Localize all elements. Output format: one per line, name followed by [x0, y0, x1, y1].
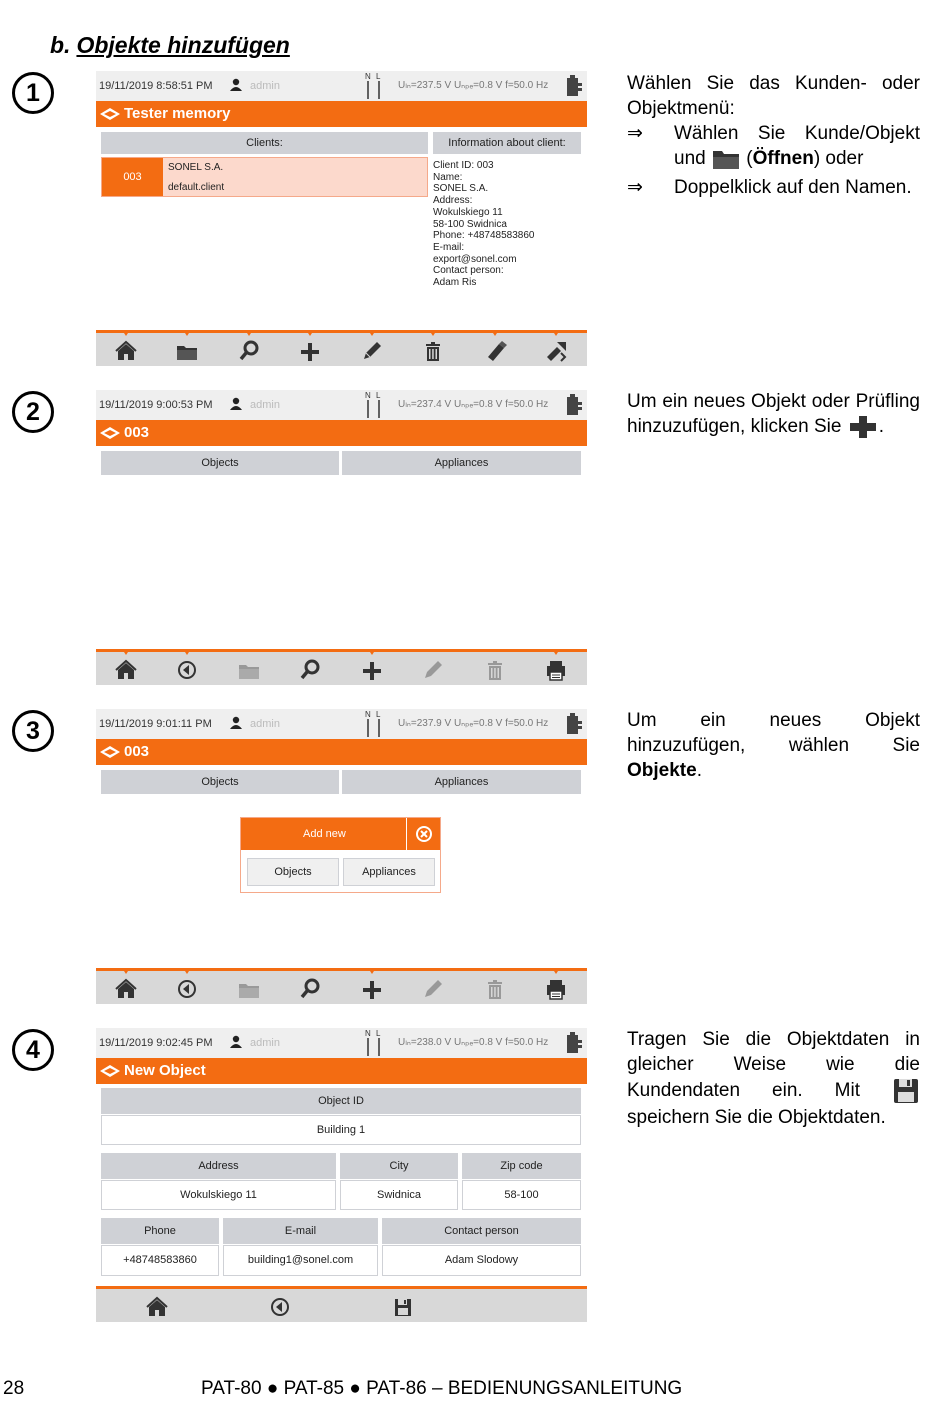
- step-number-4: 4: [12, 1029, 54, 1071]
- plug-icon: [564, 393, 584, 417]
- step-1-item-2: [627, 175, 920, 200]
- toolbar: [96, 649, 587, 685]
- step-2-text: Um ein neues Objekt oder Prüfling hinzuzufügen, klicken Sie: [627, 391, 920, 438]
- section-heading: [50, 32, 290, 59]
- folder-icon[interactable]: [231, 654, 267, 686]
- edit-icon[interactable]: [415, 973, 451, 1005]
- sonel-logo-icon: [98, 744, 122, 760]
- svg-text:N: N: [365, 1029, 371, 1038]
- svg-text:L: L: [376, 1029, 381, 1038]
- screen-title: New Object: [124, 1062, 206, 1079]
- address-label: Address: [101, 1153, 336, 1179]
- screen-step-2: [96, 390, 587, 685]
- info-line: Wokulskiego 11: [433, 206, 503, 218]
- object-id-label: Object ID: [101, 1088, 581, 1114]
- svg-text:L: L: [376, 72, 381, 81]
- export-icon[interactable]: [538, 335, 574, 367]
- tab-appliances[interactable]: Appliances: [342, 770, 581, 794]
- svg-text:L: L: [376, 391, 381, 400]
- back-icon[interactable]: [262, 1291, 298, 1323]
- status-measurement: Uₗₙ=237.4 V Uₙₚₑ=0.8 V f=50.0 Hz: [398, 399, 549, 410]
- page-number: 28: [3, 1378, 25, 1399]
- screen-title: 003: [124, 424, 150, 441]
- search-icon[interactable]: [292, 654, 328, 686]
- step-1-item-1-text: Wählen Sie Kunde/Objekt und: [674, 123, 920, 169]
- email-field[interactable]: building1@sonel.com: [223, 1245, 378, 1276]
- info-line: E-mail:: [433, 241, 465, 253]
- trash-icon[interactable]: [415, 335, 451, 367]
- nl-indicator-icon: [364, 1028, 384, 1058]
- step-number-2: 2: [12, 391, 54, 433]
- status-user: admin: [250, 80, 280, 92]
- plus-icon[interactable]: [354, 654, 390, 686]
- zip-field[interactable]: 58-100: [462, 1180, 581, 1210]
- home-icon[interactable]: [139, 1291, 175, 1323]
- search-icon[interactable]: [231, 335, 267, 367]
- step-1-description: [627, 71, 920, 200]
- svg-text:N: N: [365, 710, 371, 719]
- step-1-intro: Wählen Sie das Kunden- oder Objektmenü:: [627, 73, 920, 119]
- home-icon[interactable]: [108, 973, 144, 1005]
- status-measurement: Uₗₙ=238.0 V Uₙₚₑ=0.8 V f=50.0 Hz: [398, 1037, 549, 1048]
- nl-indicator-icon: [364, 709, 384, 739]
- svg-text:N: N: [365, 391, 371, 400]
- city-label: City: [340, 1153, 458, 1179]
- open-folder-icon: [711, 147, 741, 171]
- status-time: 19/11/2019 9:02:45 PM: [99, 1037, 213, 1049]
- client-sub: default.client: [168, 182, 225, 193]
- save-icon: [892, 1077, 920, 1105]
- info-line: Name:: [433, 171, 463, 183]
- title-bar: [96, 739, 587, 765]
- client-info: [433, 160, 535, 289]
- status-time: 19/11/2019 9:01:11 PM: [99, 718, 212, 730]
- tab-appliances[interactable]: Appliances: [342, 451, 581, 475]
- contact-field[interactable]: Adam Slodowy: [382, 1245, 581, 1276]
- info-line: SONEL S.A.: [433, 183, 489, 195]
- step-3-text: Um ein neues Objekt hinzuzufügen, wählen Sie: [627, 710, 920, 756]
- folder-icon[interactable]: [169, 335, 205, 367]
- nl-indicator-icon: [364, 390, 384, 420]
- step-number-1: 1: [12, 72, 54, 114]
- status-bar: [96, 709, 587, 739]
- phone-field[interactable]: +48748583860: [101, 1245, 219, 1276]
- screen-title: Tester memory: [124, 105, 231, 122]
- svg-text:N: N: [365, 72, 371, 81]
- user-icon: [229, 716, 243, 730]
- zip-label: Zip code: [462, 1153, 581, 1179]
- screen-step-4: [96, 1028, 587, 1322]
- title-bar: [96, 1058, 587, 1084]
- tab-objects[interactable]: Objects: [101, 770, 339, 794]
- info-line: export@sonel.com: [433, 253, 517, 265]
- dialog-option-appliances[interactable]: Appliances: [343, 858, 435, 886]
- sonel-logo-icon: [98, 1063, 122, 1079]
- user-icon: [229, 78, 243, 92]
- info-line: Address:: [433, 195, 473, 207]
- tab-objects[interactable]: Objects: [101, 451, 339, 475]
- email-label: E-mail: [223, 1218, 378, 1244]
- arrow-bullet: ⇒: [627, 123, 643, 144]
- step-1-open-label: Öffnen: [752, 148, 814, 169]
- step-2-description: Um ein neues Objekt oder Prüfling hinzuzufügen, klicken Sie .: [627, 389, 920, 440]
- save-icon[interactable]: [385, 1291, 421, 1323]
- trash-icon[interactable]: [477, 973, 513, 1005]
- step-1-item-1: ⇒ Wählen Sie Kunde/Objekt und (Öffnen) oder: [627, 123, 920, 169]
- object-id-field[interactable]: Building 1: [101, 1115, 581, 1145]
- arrow-bullet: ⇒: [627, 177, 643, 198]
- folder-icon[interactable]: [231, 973, 267, 1005]
- search-icon[interactable]: [292, 973, 328, 1005]
- contact-label: Contact person: [382, 1218, 581, 1244]
- info-line: Phone: +48748583860: [433, 230, 535, 242]
- screen-step-3: [96, 709, 587, 1004]
- address-field[interactable]: Wokulskiego 11: [101, 1180, 336, 1210]
- client-name: SONEL S.A.: [168, 162, 224, 173]
- plug-icon: [564, 712, 584, 736]
- info-line: Adam Ris: [433, 277, 477, 289]
- status-bar: [96, 71, 587, 101]
- client-code: 003: [102, 158, 163, 196]
- status-bar: [96, 390, 587, 420]
- home-icon[interactable]: [108, 335, 144, 367]
- status-user: admin: [250, 399, 280, 411]
- step-4-text: Tragen Sie die Objektdaten in gleicher Weise wie die Kundendaten ein. Mit: [627, 1029, 920, 1102]
- title-bar: [96, 101, 587, 127]
- plug-icon: [564, 74, 584, 98]
- close-icon[interactable]: [406, 818, 440, 850]
- step-1-item-1-end: oder: [825, 148, 864, 169]
- user-icon: [229, 1035, 243, 1049]
- back-icon[interactable]: [169, 973, 205, 1005]
- toolbar: [96, 1286, 587, 1322]
- edit-icon[interactable]: [415, 654, 451, 686]
- step-3-description: Um ein neues Objekt hinzuzufügen, wählen Sie Objekte.: [627, 710, 920, 781]
- status-measurement: Uₗₙ=237.9 V Uₙₚₑ=0.8 V f=50.0 Hz: [398, 718, 549, 729]
- printer-icon[interactable]: [538, 973, 574, 1005]
- info-line: Client ID: 003: [433, 160, 494, 171]
- status-measurement: Uₗₙ=237.5 V Uₙₚₑ=0.8 V f=50.0 Hz: [398, 80, 549, 91]
- plus-icon: [847, 414, 879, 440]
- city-field[interactable]: Swidnica: [340, 1180, 458, 1210]
- title-bar: [96, 420, 587, 446]
- add-new-dialog: [240, 817, 441, 893]
- sonel-logo-icon: [98, 106, 122, 122]
- dialog-header: [241, 818, 440, 850]
- trash-icon[interactable]: [477, 654, 513, 686]
- section-prefix: b.: [50, 32, 71, 58]
- step-4-text-end: speichern Sie die Objektdaten.: [627, 1107, 886, 1128]
- step-1-item-2-text: Doppelklick auf den Namen.: [674, 177, 912, 198]
- footer-title: PAT-80 ● PAT-85 ● PAT-86 – BEDIENUNGSANLEITUNG: [201, 1378, 683, 1399]
- plus-icon[interactable]: [292, 335, 328, 367]
- screen-title: 003: [124, 743, 150, 760]
- status-time: 19/11/2019 9:00:53 PM: [99, 399, 213, 411]
- svg-text:L: L: [376, 710, 381, 719]
- info-line: Contact person:: [433, 265, 504, 277]
- plug-icon: [564, 1031, 584, 1055]
- screen-step-1: [96, 71, 587, 366]
- printer-icon[interactable]: [538, 654, 574, 686]
- user-icon: [229, 397, 243, 411]
- clients-header: Clients:: [101, 132, 428, 154]
- status-bar: [96, 1028, 587, 1058]
- phone-label: Phone: [101, 1218, 219, 1244]
- client-row[interactable]: [101, 157, 428, 197]
- edit-icon[interactable]: [354, 335, 390, 367]
- dialog-title: Add new: [303, 828, 346, 840]
- section-title: Objekte hinzufügen: [76, 32, 290, 58]
- plus-icon[interactable]: [354, 973, 390, 1005]
- status-user: admin: [250, 718, 280, 730]
- home-icon[interactable]: [108, 654, 144, 686]
- step-number-3: 3: [12, 710, 54, 752]
- toolbar: [96, 330, 587, 366]
- nl-indicator-icon: [364, 71, 384, 101]
- info-line: 58-100 Swidnica: [433, 218, 507, 230]
- status-user: admin: [250, 1037, 280, 1049]
- info-header: Information about client:: [433, 132, 581, 154]
- step-4-description: [627, 1027, 920, 1130]
- sonel-logo-icon: [98, 425, 122, 441]
- usb-icon[interactable]: [477, 335, 513, 367]
- toolbar: [96, 968, 587, 1004]
- step-3-objects-label: Objekte: [627, 760, 697, 781]
- back-icon[interactable]: [169, 654, 205, 686]
- status-time: 19/11/2019 8:58:51 PM: [99, 80, 213, 92]
- dialog-option-objects[interactable]: Objects: [247, 858, 339, 886]
